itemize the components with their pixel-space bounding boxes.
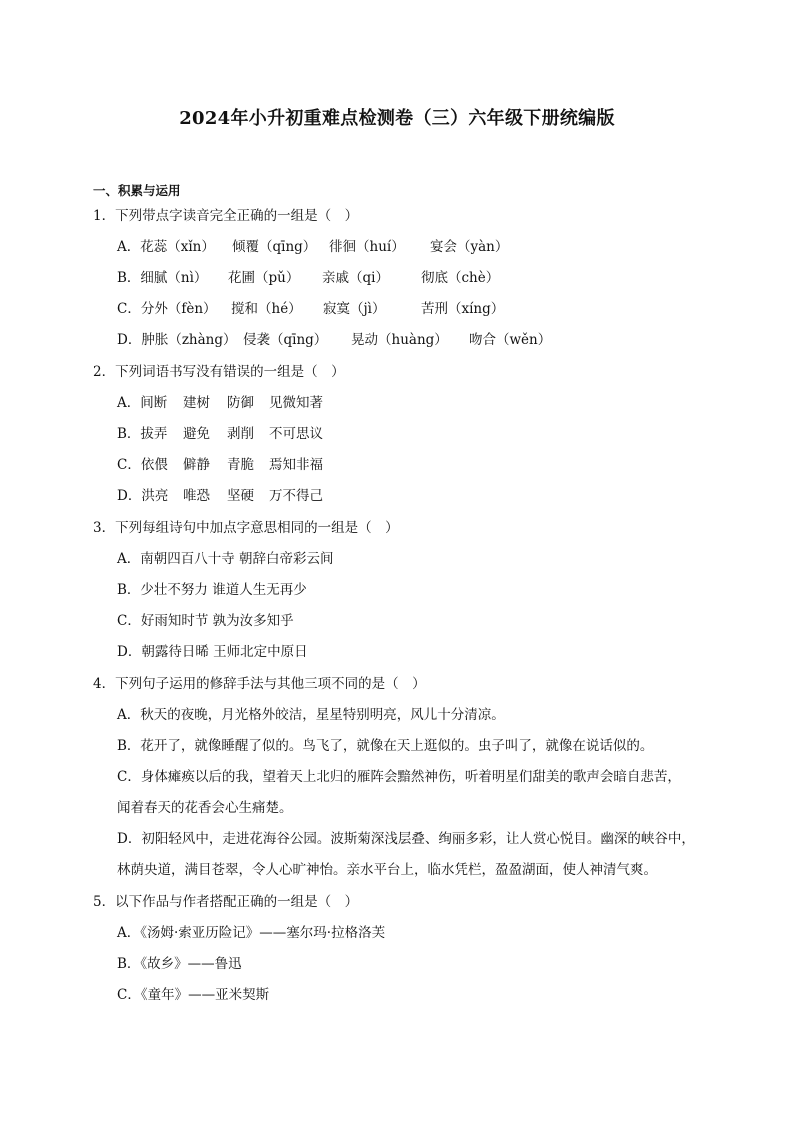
option-line — [117, 332, 551, 348]
option-line: C．《童年》——亚米契斯 — [117, 987, 270, 1003]
option-continuation: 闻着春天的花香会心生痛楚。 — [117, 800, 293, 816]
option-line: B．《故乡》——鲁迅 — [117, 956, 242, 972]
option-segment: 万不得己 — [269, 488, 323, 504]
option-segment: 坚硬 — [227, 488, 254, 504]
option-segment: 唯恐 — [183, 488, 210, 504]
option-segment: 宴会（yàn） — [430, 239, 509, 255]
option-segment: B．拔弄 — [117, 426, 168, 442]
option-segment: 吻合（wěn） — [469, 332, 552, 348]
page-title: 2024年小升初重难点检测卷（三）六年级下册统编版 — [179, 108, 615, 129]
option-segment: 搅和（hé） — [231, 301, 302, 317]
option-segment: 见微知著 — [269, 395, 323, 411]
option-line — [117, 239, 508, 255]
option-line: C．身体瘫痪以后的我，望着天上北归的雁阵会黯然神伤，听着明星们甜美的歌声会暗自悲苦， — [117, 769, 681, 785]
option-line — [117, 301, 504, 317]
option-segment: 剥削 — [227, 426, 254, 442]
option-line — [117, 426, 323, 442]
option-segment: 不可思议 — [269, 426, 323, 442]
option-segment: D．洪亮 — [117, 488, 169, 504]
option-segment: 徘徊（huí） — [329, 239, 405, 255]
option-segment: 苦刑（xíng） — [421, 301, 505, 317]
option-line — [117, 457, 323, 473]
option-line: A．南朝四百八十寺 朝辞白帝彩云间 — [117, 551, 334, 567]
question-stem: 5．以下作品与作者搭配正确的一组是（ ） — [93, 894, 359, 910]
option-line — [117, 270, 499, 286]
option-segment: D．肿胀（zhàng） — [117, 332, 237, 348]
option-segment: 倾覆（qīng） — [232, 239, 317, 255]
option-line: A．秋天的夜晚，月光格外皎洁，星星特别明亮，风儿十分清凉。 — [117, 707, 505, 723]
question-stem: 3．下列每组诗句中加点字意思相同的一组是（ ） — [93, 520, 399, 536]
section-heading: 一、积累与运用 — [93, 183, 181, 198]
option-segment: 建树 — [183, 395, 210, 411]
option-segment: 避免 — [183, 426, 210, 442]
option-segment: 晃动（huàng） — [351, 332, 448, 348]
option-segment: 青脆 — [227, 457, 254, 473]
question-stem: 1．下列带点字读音完全正确的一组是（ ） — [93, 208, 359, 224]
option-segment: 焉知非福 — [269, 457, 323, 473]
option-segment: A．间断 — [117, 395, 168, 411]
option-segment: C．分外（fèn） — [117, 301, 217, 317]
option-segment: A．花蕊（xǐn） — [117, 239, 215, 255]
option-line: D．朝露待日晞 王师北定中原日 — [117, 644, 308, 660]
question-stem: 4．下列句子运用的修辞手法与其他三项不同的是（ ） — [93, 676, 426, 692]
option-segment: 彻底（chè） — [421, 270, 500, 286]
option-line — [117, 488, 323, 504]
option-line — [117, 395, 323, 411]
option-line: D．初阳轻风中，走进花海谷公园。波斯菊深浅层叠、绚丽多彩，让人赏心悦目。幽深的峡谷中， — [117, 831, 695, 847]
option-line: A．《汤姆·索亚历险记》——塞尔玛·拉格洛芙 — [117, 925, 386, 941]
question-stem: 2．下列词语书写没有错误的一组是（ ） — [93, 364, 345, 380]
option-segment: B．细腻（nì） — [117, 270, 208, 286]
option-segment: 花圃（pǔ） — [228, 270, 300, 286]
option-continuation: 林荫央道，满目苍翠，令人心旷神怡。亲水平台上，临水凭栏，盈盈湖面，使人神清气爽。 — [117, 862, 657, 878]
option-segment: 防御 — [227, 395, 254, 411]
option-line: B．花开了，就像睡醒了似的。鸟飞了，就像在天上逛似的。虫子叫了，就像在说话似的。 — [117, 738, 654, 754]
option-line: B．少壮不努力 谁道人生无再少 — [117, 582, 307, 598]
option-segment: 寂寞（jì） — [323, 301, 386, 317]
option-line: C．好雨知时节 孰为汝多知乎 — [117, 613, 294, 629]
option-segment: 僻静 — [183, 457, 210, 473]
option-segment: 侵袭（qīng） — [243, 332, 328, 348]
option-segment: C．依偎 — [117, 457, 168, 473]
option-segment: 亲戚（qi） — [322, 270, 389, 286]
